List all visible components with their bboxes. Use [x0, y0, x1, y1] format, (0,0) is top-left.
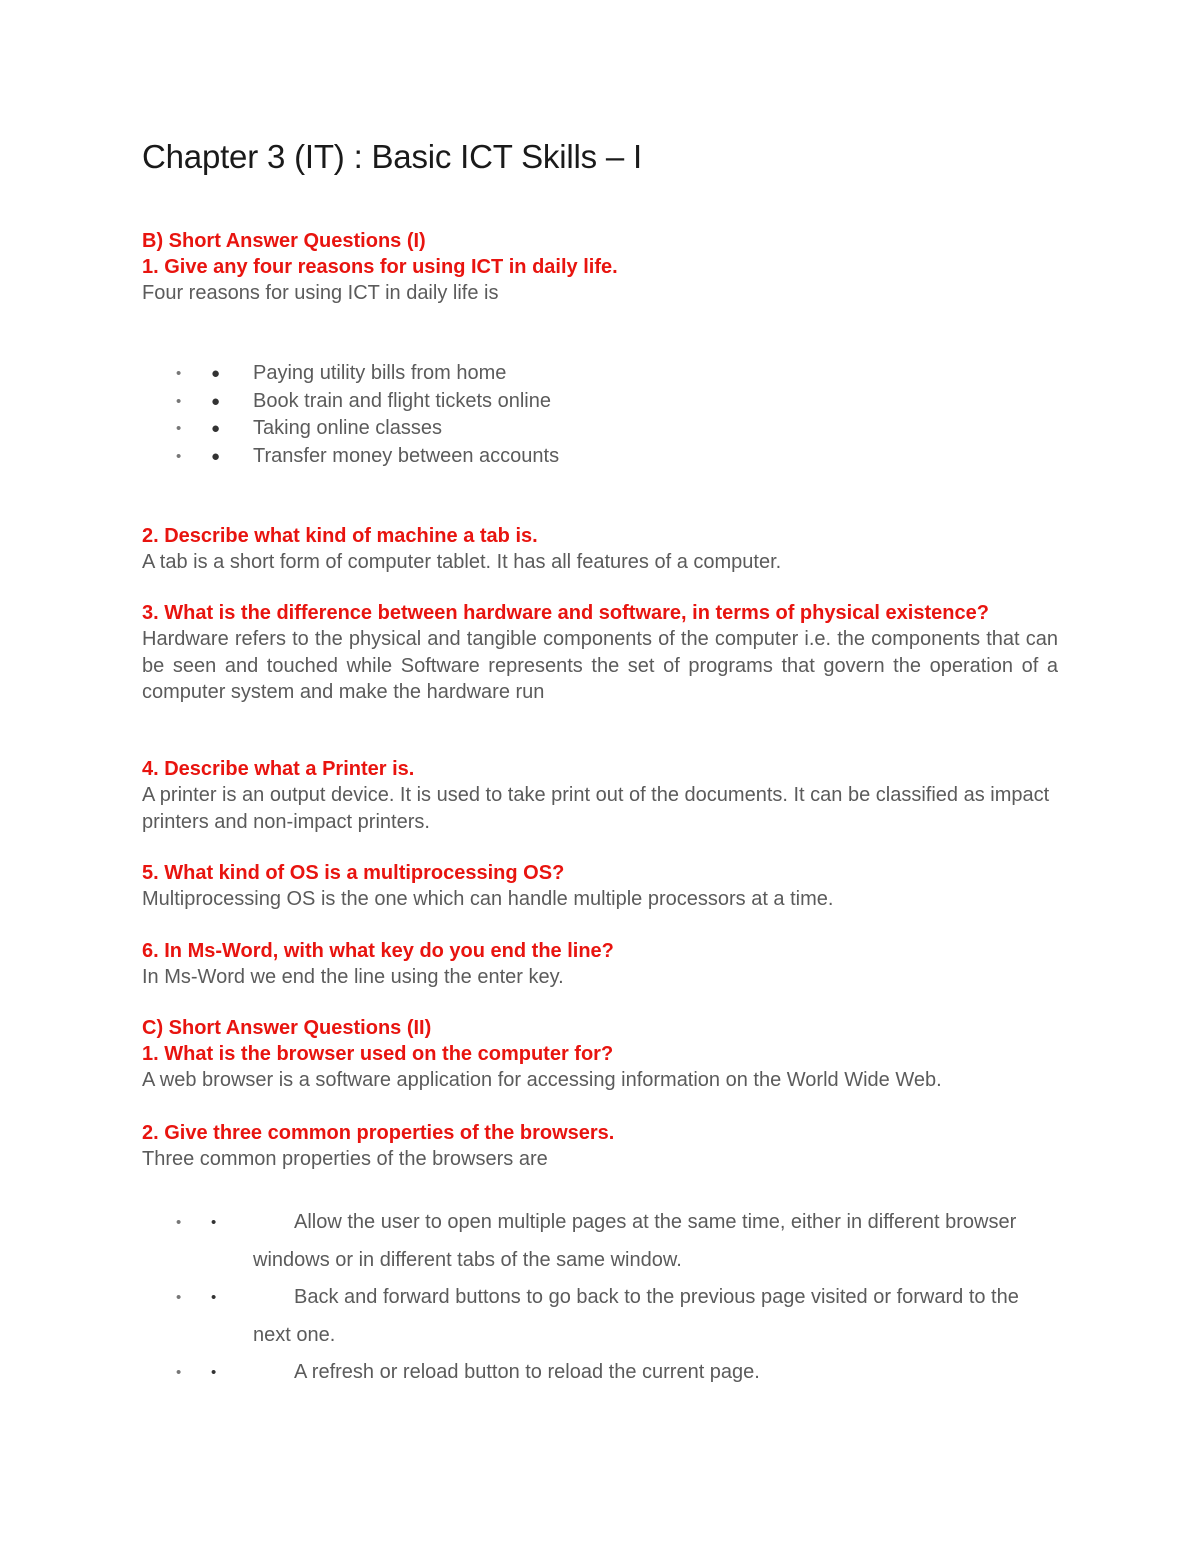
- section-c-q2: [142, 1120, 1058, 1173]
- bullet-icon: •: [211, 1289, 217, 1306]
- section-b-heading: B) Short Answer Questions (I): [142, 230, 426, 252]
- bullet-icon: ●: [211, 448, 221, 466]
- list-item: [142, 443, 1058, 471]
- list-item-text: Book train and flight tickets online: [253, 389, 551, 412]
- bullet-icon: •: [176, 420, 182, 438]
- section-c-q1: [142, 1015, 1058, 1094]
- answer-b4: A printer is an output device. It is used to take print out of the documents. It can be classified as impact printers and non-impact printers.: [142, 784, 1050, 833]
- answer-b6: In Ms-Word we end the line using the enter key.: [142, 966, 564, 988]
- question-c2: 2. Give three common properties of the browsers.: [142, 1122, 615, 1144]
- bullet-icon: •: [176, 448, 182, 466]
- question-b4: 4. Describe what a Printer is.: [142, 758, 415, 780]
- answer-b2: A tab is a short form of computer tablet. It has all features of a computer.: [142, 551, 782, 573]
- bullet-icon: •: [176, 1214, 182, 1231]
- question-c1: 1. What is the browser used on the computer for?: [142, 1043, 614, 1065]
- bullet-icon: ●: [211, 420, 221, 438]
- bullet-icon: •: [176, 1289, 182, 1306]
- answer-b5: Multiprocessing OS is the one which can handle multiple processors at a time.: [142, 888, 834, 910]
- answer-c2: Three common properties of the browsers are: [142, 1148, 548, 1170]
- list-item: [142, 1279, 1058, 1354]
- list-item: [142, 1204, 1058, 1279]
- list-item-text: Paying utility bills from home: [253, 362, 507, 384]
- properties-list-container: [142, 1204, 1058, 1392]
- bullet-icon: •: [211, 1214, 217, 1231]
- question-b2: 2. Describe what kind of machine a tab is.: [142, 525, 538, 547]
- section-b-q2: [142, 523, 1058, 576]
- bullet-icon: ●: [211, 365, 221, 382]
- question-b5: 5. What kind of OS is a multiprocessing OS?: [142, 862, 565, 884]
- bullet-icon: •: [176, 365, 182, 382]
- list-item: [142, 415, 1058, 443]
- properties-list: [142, 1204, 1058, 1392]
- list-item: [142, 360, 1058, 388]
- reasons-list-container: [142, 360, 1058, 471]
- page-title: Chapter 3 (IT) : Basic ICT Skills – I: [142, 138, 642, 175]
- list-item-text: Transfer money between accounts: [253, 445, 560, 468]
- question-b1: 1. Give any four reasons for using ICT in daily life.: [142, 256, 618, 278]
- question-b3: 3. What is the difference between hardware and software, in terms of physical existence?: [142, 602, 989, 624]
- list-item-text: A refresh or reload button to reload the current page.: [294, 1361, 760, 1383]
- list-item: [142, 388, 1058, 416]
- list-item: [142, 1354, 1058, 1392]
- section-b-q6: [142, 938, 1058, 991]
- section-b-q5: [142, 860, 1058, 913]
- section-b-q3: [142, 600, 1058, 706]
- bullet-icon: •: [211, 1364, 217, 1381]
- question-b6: 6. In Ms-Word, with what key do you end the line?: [142, 940, 614, 962]
- bullet-icon: •: [176, 392, 182, 410]
- answer-b1: Four reasons for using ICT in daily life is: [142, 282, 499, 304]
- list-item-text: Back and forward buttons to go back to the previous page visited or forward to the next one.: [253, 1286, 1019, 1346]
- reasons-list: [142, 360, 1058, 471]
- list-item-text: Taking online classes: [253, 417, 442, 440]
- bullet-icon: ●: [211, 392, 221, 410]
- bullet-icon: •: [176, 1364, 182, 1381]
- answer-b3: Hardware refers to the physical and tangible components of the computer i.e. the components that can be seen and touched while Software represents the set of programs that govern the operation of a computer system and make the hardware run: [142, 628, 1058, 703]
- section-b-q4: [142, 756, 1058, 835]
- list-item-text: Allow the user to open multiple pages at the same time, either in different browser windows or in different tabs of the same window.: [253, 1211, 1017, 1271]
- section-b-q1: [142, 228, 1058, 307]
- answer-c1: A web browser is a software application for accessing information on the World Wide Web.: [142, 1069, 942, 1091]
- section-c-heading: C) Short Answer Questions (II): [142, 1017, 432, 1039]
